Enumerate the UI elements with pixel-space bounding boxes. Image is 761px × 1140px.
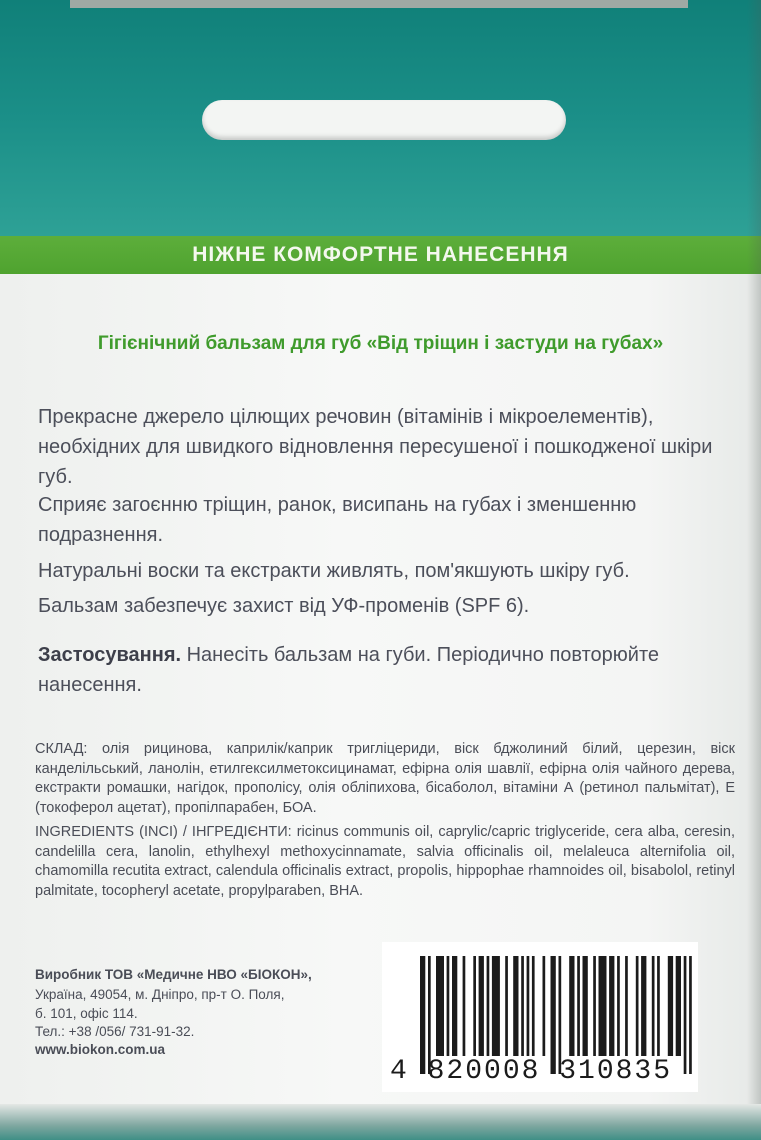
card-edge-shadow: [747, 0, 761, 1140]
barcode-bar: [527, 956, 530, 1056]
manufacturer-name: Виробник ТОВ «Медичне НВО «БІОКОН»,: [35, 967, 312, 982]
feature-banner-text: НІЖНЕ КОМФОРТНЕ НАНЕСЕННЯ: [192, 243, 569, 266]
barcode-bar: [599, 956, 607, 1056]
description-paragraph: Прекрасне джерело цілющих речовин (вітамінів і мікроелементів), необхідних для швидкого відновлення пересушеної і пошкодженої шкіри губ.: [38, 406, 713, 488]
barcode-bar: [668, 956, 673, 1056]
description-paragraph: Натуральні воски та екстракти живлять, пом'якшують шкіру губ.: [38, 560, 630, 582]
barcode: [382, 942, 698, 1092]
barcode-bar: [569, 956, 574, 1056]
barcode-bar: [521, 956, 524, 1056]
manufacturer-phone: Тел.: +38 /056/ 731-91-32.: [35, 1024, 195, 1039]
barcode-bar: [657, 956, 660, 1056]
barcode-bar: [676, 956, 681, 1056]
description-paragraph: Сприяє загоєнню тріщин, ранок, висипань на губах і зменшенню подразнення.: [38, 494, 637, 546]
barcode-bar: [479, 956, 484, 1056]
barcode-bar: [641, 956, 646, 1056]
barcode-bar: [492, 956, 500, 1056]
barcode-bar: [487, 956, 490, 1056]
product-title: Гігієнічний бальзам для губ «Від тріщин і застуди на губах»: [97, 333, 664, 354]
manufacturer-address: б. 101, офіс 114.: [35, 1006, 138, 1021]
teal-header-band: [0, 0, 761, 236]
barcode-digits: 4 820008 310835: [390, 1056, 673, 1087]
ingredients-text: INGREDIENTS (INCI) / ІНГРЕДІЄНТИ: ricinus communis oil, caprylic/capric triglyceride, cera alba, ceresin, candelilla cera, lanolin, ethylhexyl methoxycinnamate, salvia officinalis oil, melaleuca alternifolia oil, chamomilla recutita extract, calendula officinalis extract, propolis, hippophae rhamnoides oil, bisabolol, retinyl palmitate, tocopheryl acetate, propylparaben, BHA.: [35, 824, 735, 899]
bottom-strip: [0, 1104, 761, 1140]
usage-instructions: [38, 640, 738, 700]
barcode-bar: [652, 956, 655, 1056]
feature-banner: [0, 236, 761, 274]
barcode-bar: [577, 956, 580, 1056]
barcode-bar: [436, 956, 444, 1056]
manufacturer-address: Україна, 49054, м. Дніпро, пр-т О. Поля,: [35, 987, 285, 1002]
description-paragraph: Бальзам забезпечує захист від УФ-променів (SPF 6).: [38, 595, 530, 617]
barcode-bar: [505, 956, 508, 1056]
barcode-bar: [452, 956, 457, 1056]
barcode-bar: [532, 956, 535, 1056]
barcode-bar: [593, 956, 596, 1056]
barcode-bar: [617, 956, 620, 1056]
usage-text: Нанесіть бальзам на губи. Періодично повторюйте нанесення.: [38, 644, 659, 696]
composition-text: СКЛАД: олія рицинова, каприлік/каприк тригліцериди, віск бджолиний білий, церезин, віск канделільський, ланолін, етилгексилметоксицинамат, ефірна олія шавлії, ефірна олія чайного дерева, екстракти ромашки, нагідок, прополісу, олія обліпихова, бісаболол, вітаміни А (ретинол пальмітат), Е (токоферол ацетат), пропілпарабен, БОА.: [35, 741, 735, 816]
barcode-bar: [609, 956, 614, 1056]
barcode-bar: [473, 956, 476, 1056]
barcode-bar: [636, 956, 639, 1056]
manufacturer-website: www.biokon.com.ua: [35, 1042, 166, 1057]
barcode-bar: [543, 956, 546, 1056]
barcode-bar: [513, 956, 518, 1056]
barcode-bar: [447, 956, 450, 1056]
barcode-bar: [625, 956, 628, 1056]
usage-label: Застосування.: [38, 644, 182, 666]
barcode-bar: [583, 956, 588, 1056]
barcode-bar: [463, 956, 466, 1056]
